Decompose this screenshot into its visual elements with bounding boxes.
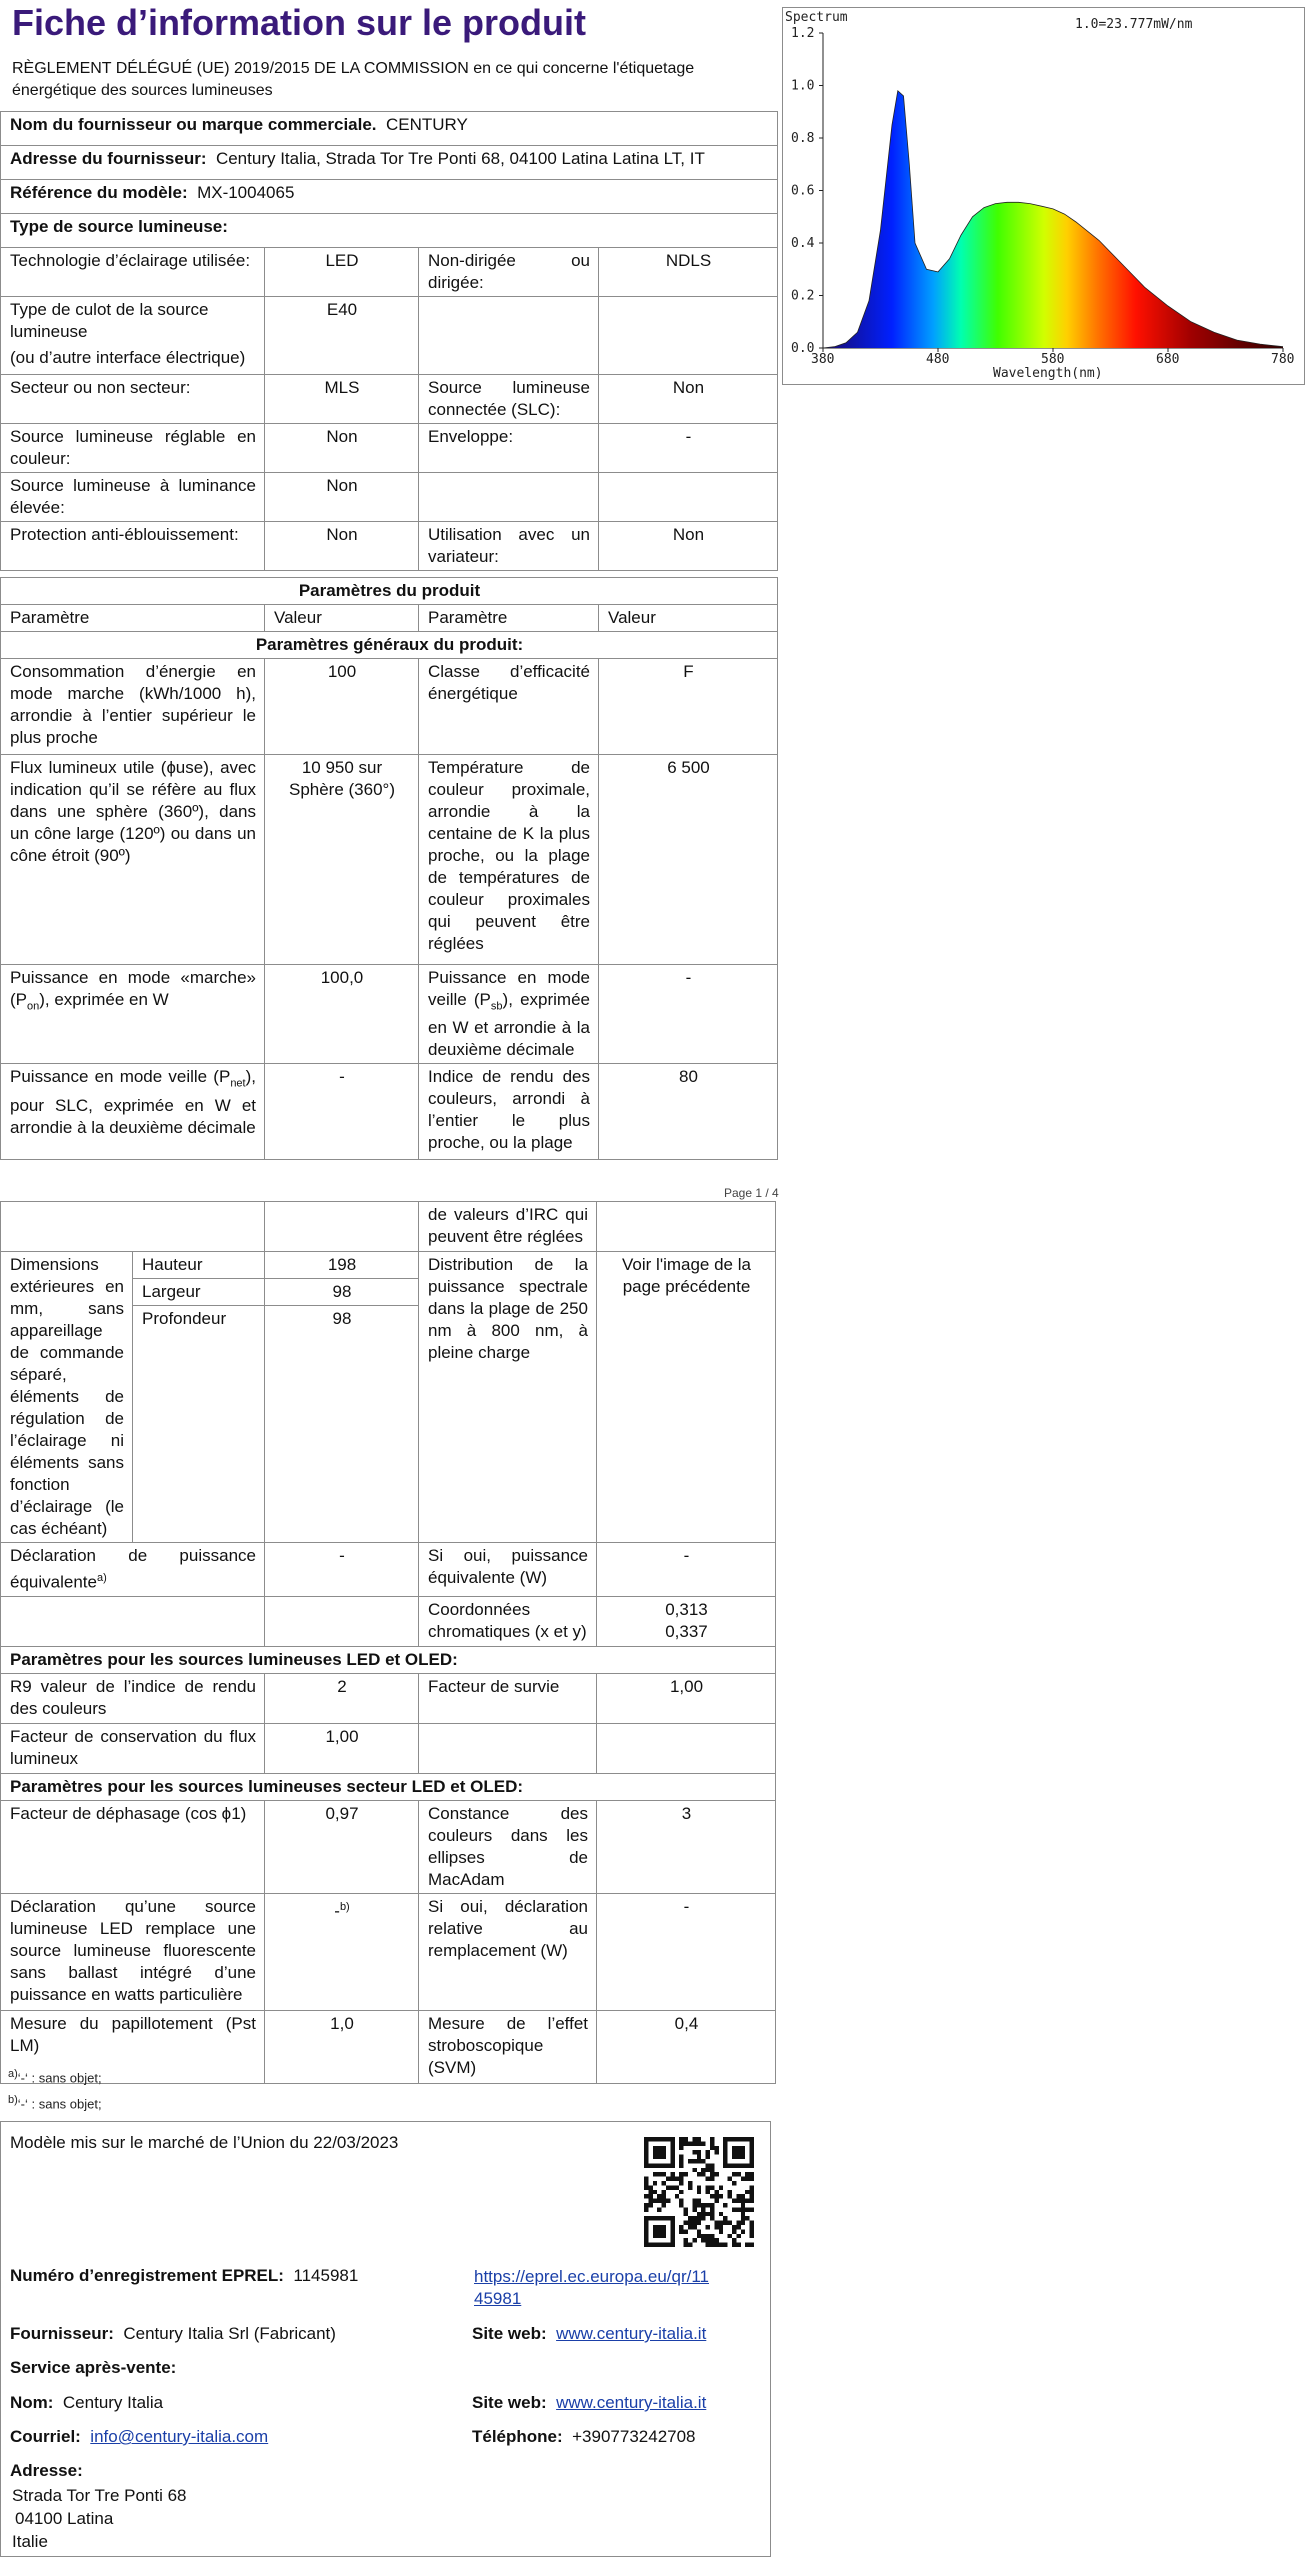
y-tick-label: 0.8 (791, 131, 815, 146)
replacement-if-value: - (597, 1893, 776, 2010)
page-title: Fiche d’information sur le produit (12, 2, 587, 43)
depth-label: Profondeur (133, 1306, 265, 1543)
envelope-label: Enveloppe: (419, 424, 599, 473)
spd-label: Distribution de la puissance spectrale dans la plage de 250 nm à 800 nm, à pleine charge (419, 1252, 597, 1543)
psb-label: Puissance en mode veille $(P_{sb})$, exprimée en W et arrondie à la deuxième décimale (419, 965, 599, 1064)
energy-label: Consommation d’énergie en mode marche (kWh/1000 h), arrondie à l’entier supérieur le plus proche (1, 659, 265, 755)
service-website-line: Site web: www.century-italia.it (472, 2393, 707, 2412)
col-value-2: Valeur (599, 605, 778, 632)
tunable-value: Non (265, 424, 419, 473)
mains-heading: Paramètres pour les sources lumineuses secteur LED et OLED: (1, 1773, 776, 1800)
width-label: Largeur (133, 1279, 265, 1306)
general-heading: Paramètres généraux du produit: (1, 632, 778, 659)
glare-label: Protection anti-éblouissement: (1, 522, 265, 571)
slc-value: Non (599, 375, 778, 424)
pon-label: Puissance en mode «marche» $(P_{on})$, exprimée en W (1, 965, 265, 1064)
params-heading: Paramètres du produit (1, 578, 778, 605)
dir-value: NDLS (599, 248, 778, 297)
dimmer-value: Non (599, 522, 778, 571)
footnote-b: $^{b)}$‘-‘ : sans objet; (8, 2094, 102, 2112)
x-tick-label: 580 (1041, 352, 1065, 367)
macadam-label: Constance des couleurs dans les ellipses de MacAdam (419, 1800, 597, 1893)
flux-label: Flux lumineux utile (ɸuse), avec indication qu’il se réfère au flux dans une sphère (360º), dans un cône large (120º) ou dans un cône étroit (90º) (1, 755, 265, 965)
x-axis-label: Wavelength(nm) (993, 366, 1103, 381)
high-luminance-value: Non (265, 473, 419, 522)
col-value-1: Valeur (265, 605, 419, 632)
eprel-number: Numéro d’enregistrement EPREL: 1145981 (10, 2266, 359, 2285)
tech-value: LED (265, 248, 419, 297)
height-label: Hauteur (133, 1252, 265, 1279)
x-tick-label: 780 (1271, 352, 1295, 367)
service-name-line: Nom: Century Italia (10, 2393, 164, 2412)
supplier-name-row: Nom du fournisseur ou marque commerciale. CENTURY (1, 112, 778, 146)
height-value: 198 (265, 1252, 419, 1279)
dir-label: Non-dirigée ou dirigée: (419, 248, 599, 297)
power-factor-value: 0,97 (265, 1800, 419, 1893)
survival-value: 1,00 (597, 1673, 776, 1723)
source-type-heading: Type de source lumineuse: (1, 214, 778, 248)
psb-value: - (599, 965, 778, 1064)
high-luminance-label: Source lumineuse à luminance élevée: (1, 473, 265, 522)
equiv-if-value: - (597, 1543, 776, 1597)
address-block: Strada Tor Tre Ponti 68 04100 Latina Italie (12, 2486, 187, 2551)
energy-value: 100 (265, 659, 419, 755)
service-website-link[interactable]: www.century-italia.it (556, 2393, 707, 2412)
phone-line: Téléphone: +390773242708 (472, 2427, 696, 2446)
qr-code-icon[interactable] (644, 2137, 754, 2247)
y-tick-label: 1.2 (791, 26, 815, 41)
pnet-value: - (265, 1064, 419, 1160)
pon-value: 100,0 (265, 965, 419, 1064)
lumen-maintenance-value: 1,00 (265, 1723, 419, 1773)
cri-label-part2: de valeurs d’IRC qui peuvent être réglées (419, 1202, 597, 1252)
supplier-line: Fournisseur: Century Italia Srl (Fabricant) (10, 2324, 336, 2343)
col-param-1: Paramètre (1, 605, 265, 632)
website-link[interactable]: www.century-italia.it (556, 2324, 707, 2343)
tech-label: Technologie d’éclairage utilisée: (1, 248, 265, 297)
stroboscopic-value: 0,4 (597, 2010, 776, 2083)
stroboscopic-label: Mesure de l’effet stroboscopique (SVM) (419, 2010, 597, 2083)
flicker-label: Mesure du papillotement (Pst LM) (1, 2010, 265, 2083)
after-sales-heading: Service après-vente: (10, 2358, 177, 2377)
params-table-continued (0, 1201, 776, 2084)
y-tick-label: 0.0 (791, 341, 815, 356)
r9-label: R9 valeur de l’indice de rendu des couleurs (1, 1673, 265, 1723)
envelope-value: - (599, 424, 778, 473)
replacement-if-label: Si oui, déclaration relative au remplacement (W) (419, 1893, 597, 2010)
glare-value: Non (265, 522, 419, 571)
lumen-maintenance-label: Facteur de conservation du flux lumineux (1, 1723, 265, 1773)
spd-value: Voir l'image de la page précédente (597, 1252, 776, 1543)
depth-value: 98 (265, 1306, 419, 1543)
macadam-value: 3 (597, 1800, 776, 1893)
email-link[interactable]: info@century-italia.com (90, 2427, 269, 2446)
col-param-2: Paramètre (419, 605, 599, 632)
led-heading: Paramètres pour les sources lumineuses LED et OLED: (1, 1646, 776, 1673)
replacement-value: -$^{b)}$ (265, 1893, 419, 2010)
spectrum-chart (782, 7, 1305, 385)
eprel-link[interactable]: https://eprel.ec.europa.eu/qr/11 45981 (474, 2267, 710, 2308)
x-tick-label: 380 (811, 352, 835, 367)
x-tick-label: 680 (1156, 352, 1180, 367)
flicker-value: 1,0 (265, 2010, 419, 2083)
y-tick-label: 0.2 (791, 288, 815, 304)
x-tick-label: 480 (926, 352, 950, 367)
equiv-value: - (265, 1543, 419, 1597)
mains-value: MLS (265, 375, 419, 424)
mains-label: Secteur ou non secteur: (1, 375, 265, 424)
flux-value: 10 950 sur Sphère (360°) (265, 755, 419, 965)
replacement-label: Déclaration qu’une source lumineuse LED remplace une source lumineuse fluorescente sans ballast intégré d’une puissance en watts particulière (1, 1893, 265, 2010)
chroma-value: 0,313 0,337 (597, 1596, 776, 1646)
regulation-subtitle: RÈGLEMENT DÉLÉGUÉ (UE) 2019/2015 DE LA COMMISSION en ce qui concerne l'étiquetage énergétique des sources lumineuses (12, 60, 695, 99)
spectrum-svg (783, 8, 1304, 384)
model-ref-row: Référence du modèle: MX-1004065 (1, 180, 778, 214)
y-tick-label: 0.6 (791, 183, 815, 199)
market-date-text: Modèle mis sur le marché de l’Union du 22/03/2023 (10, 2133, 399, 2152)
r9-value: 2 (265, 1673, 419, 1723)
page-number: Page 1 / 4 (724, 1186, 779, 1200)
equiv-label: Déclaration de puissance équivalente$^{a)}$ (1, 1543, 265, 1597)
y-tick-label: 1.0 (791, 78, 815, 94)
address-heading: Adresse: (10, 2461, 83, 2480)
cct-label: Température de couleur proximale, arrondie à la centaine de K la plus proche, ou la plage de températures de couleur proximales qui peuvent être réglées (419, 755, 599, 965)
equiv-if-label: Si oui, puissance équivalente (W) (419, 1543, 597, 1597)
cap-label: Type de culot de la source lumineuse (ou d’autre interface électrique) (1, 297, 265, 375)
cct-value: 6 500 (599, 755, 778, 965)
params-table (0, 577, 778, 1160)
cri-label-part1: Indice de rendu des couleurs, arrondi à l’entier le plus proche, ou la plage (419, 1064, 599, 1160)
cri-value: 80 (599, 1064, 778, 1160)
chroma-label: Coordonnées chromatiques (x et y) (419, 1596, 597, 1646)
efficiency-class-value: F (599, 659, 778, 755)
y-tick-label: 0.4 (791, 236, 815, 251)
width-value: 98 (265, 1279, 419, 1306)
chart-title: Spectrum (785, 10, 848, 25)
website-line: Site web: www.century-italia.it (472, 2324, 707, 2343)
email-line: Courriel: info@century-italia.com (10, 2427, 269, 2446)
supplier-address-row: Adresse du fournisseur: Century Italia, Strada Tor Tre Ponti 68, 04100 Latina Latina LT, IT (1, 146, 778, 180)
dimmer-label: Utilisation avec un variateur: (419, 522, 599, 571)
source-type-table (0, 247, 778, 571)
slc-label: Source lumineuse connectée (SLC): (419, 375, 599, 424)
supplier-table (0, 111, 778, 248)
cap-value: E40 (265, 297, 419, 375)
survival-label: Facteur de survie (419, 1673, 597, 1723)
power-factor-label: Facteur de déphasage (cos ϕ1) (1, 1800, 265, 1893)
footnote-a: $^{a)}$‘-‘ : sans objet; (8, 2068, 102, 2086)
dimensions-label: Dimensions extérieures en mm, sans appareillage de commande séparé, éléments de régulation de l’éclairage ni éléments sans fonction d’éclairage (le cas échéant) (1, 1252, 133, 1543)
efficiency-class-label: Classe d’efficacité énergétique (419, 659, 599, 755)
chart-scale-note: 1.0=23.777mW/nm (1075, 17, 1193, 32)
pnet-label: Puissance en mode veille $(P_{net})$, pour SLC, exprimée en W et arrondie à la deuxième décimale (1, 1064, 265, 1160)
tunable-label: Source lumineuse réglable en couleur: (1, 424, 265, 473)
spectrum-area (823, 91, 1283, 348)
